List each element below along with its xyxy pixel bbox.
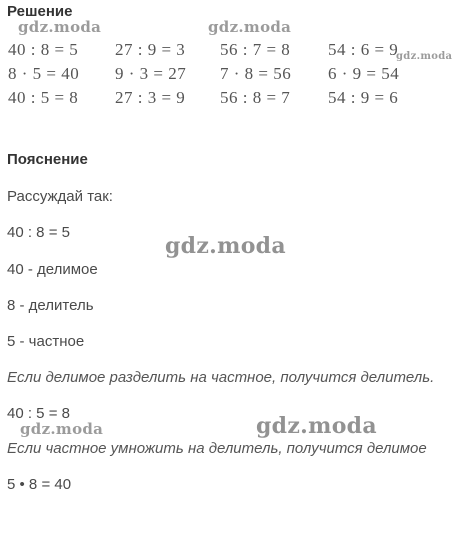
equation-row (8, 38, 438, 62)
divisor-note: 8 - делитель (7, 297, 94, 314)
solution-heading: Решение (7, 3, 73, 20)
equation-row (8, 86, 438, 110)
equation-row (8, 62, 438, 86)
equation: 8 · 5 = 40 (8, 64, 80, 83)
equation: 27 : 3 = 9 (115, 88, 186, 107)
equation: 9 · 3 = 27 (115, 64, 187, 83)
equation: 56 : 8 = 7 (220, 88, 291, 107)
check-multiplication: 5 • 8 = 40 (7, 476, 72, 493)
watermark-logo: gdz.moda (396, 51, 453, 62)
equation: 27 : 9 = 3 (115, 40, 186, 59)
watermark-logo: gdz.moda (165, 233, 286, 259)
dividend-note: 40 - делимое (7, 261, 98, 278)
equation: 54 : 6 = 9 (328, 40, 399, 59)
explanation-intro: Рассуждай так: (7, 188, 113, 205)
equation: 54 : 9 = 6 (328, 88, 399, 107)
example-equation: 40 : 8 = 5 (7, 224, 70, 241)
rule-dividend: Если частное умножить на делитель, получится делимое (7, 440, 427, 457)
quotient-note: 5 - частное (7, 333, 85, 350)
equation: 40 : 5 = 8 (8, 88, 79, 107)
equation: 6 · 9 = 54 (328, 64, 400, 83)
watermark-logo: gdz.moda (208, 18, 292, 36)
equation: 7 · 8 = 56 (220, 64, 292, 83)
solution-equation-grid (8, 38, 438, 110)
equation: 56 : 7 = 8 (220, 40, 291, 59)
equation: 40 : 8 = 5 (8, 40, 79, 59)
watermark-logo: gdz.moda (256, 413, 377, 439)
watermark-logo: gdz.moda (18, 18, 102, 36)
watermark-logo: gdz.moda (20, 420, 104, 438)
explanation-heading: Пояснение (7, 151, 88, 168)
rule-divisor: Если делимое разделить на частное, получится делитель. (7, 369, 435, 386)
check-division: 40 : 5 = 8 (7, 405, 70, 422)
